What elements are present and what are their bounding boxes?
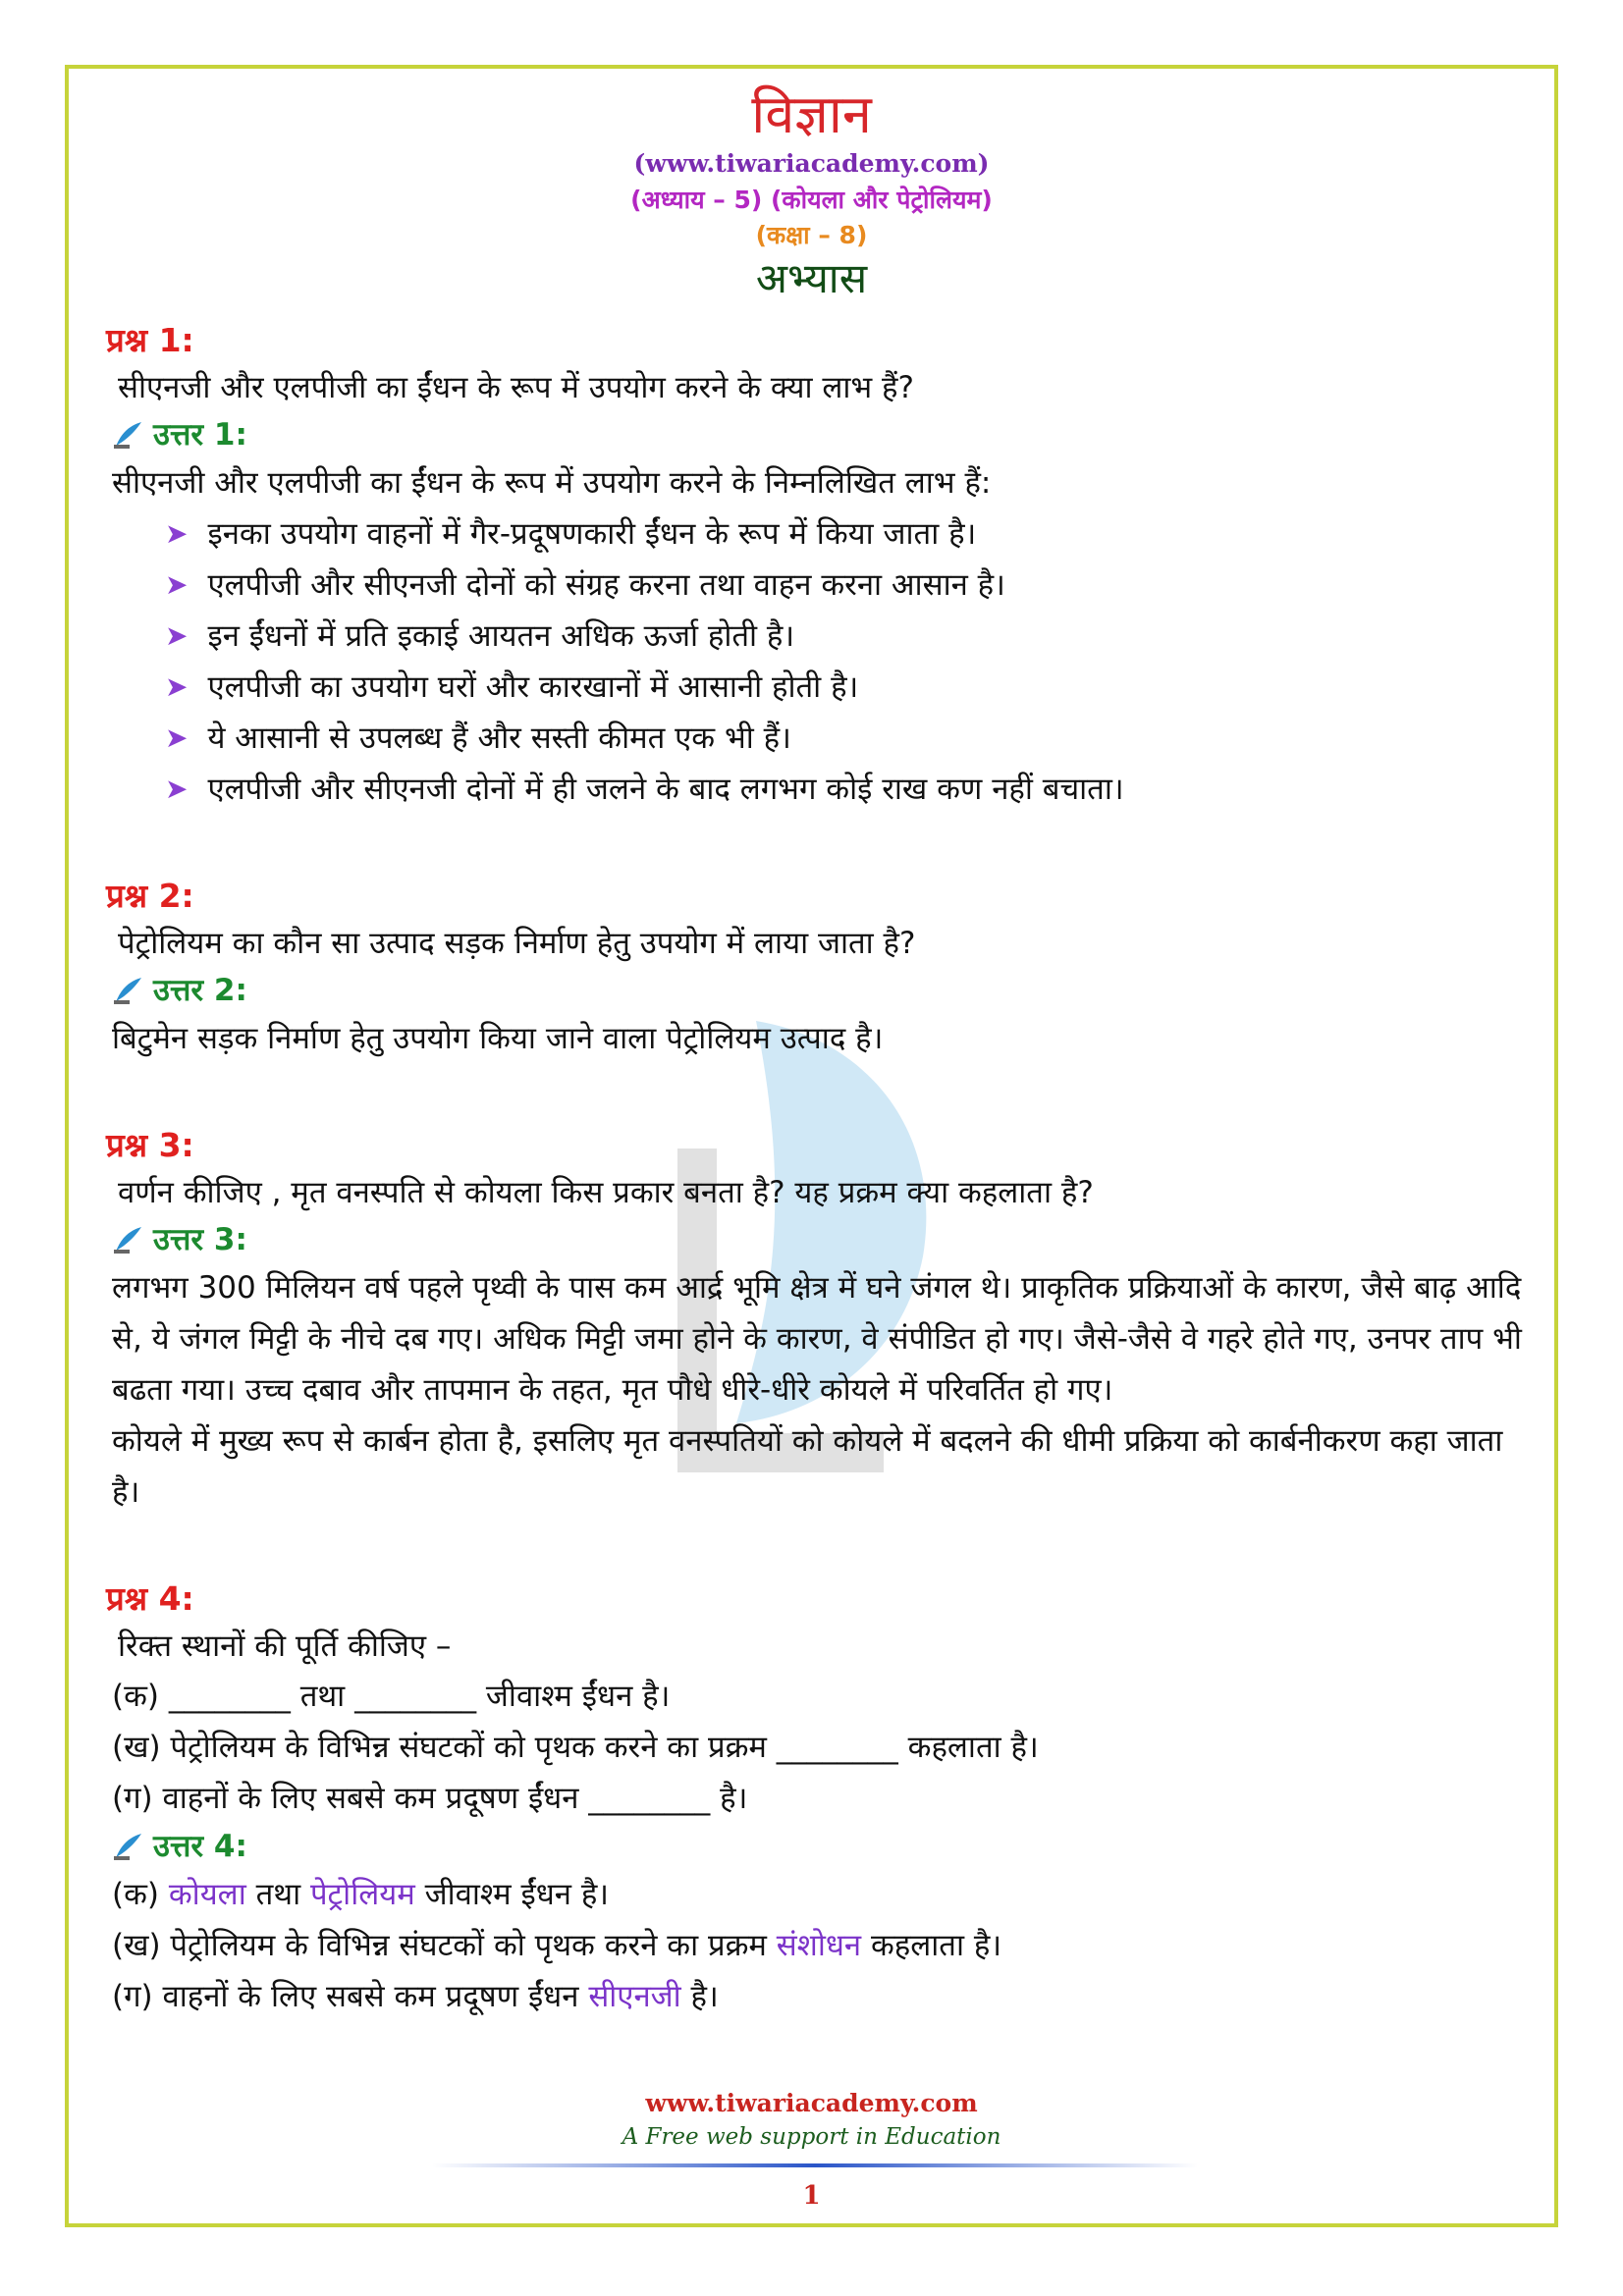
answer-2-label-text: उत्तर 2: bbox=[153, 973, 247, 1008]
answer-3-paragraph-1: लगभग 300 मिलियन वर्ष पहले पृथ्वी के पास कम आर्द्र भूमि क्षेत्र में घने जंगल थे। प्राकृतिक प्रक्रियाओं के कारण, जैसे बाढ़ आदि से, ये जंगल मिट्टी के नीचे दब गए। अधिक मिट्टी जमा होने के कारण, वे संपीडित हो गए। जैसे-जैसे वे गहरे होते गए, उनपर ताप भी बढता गया। उच्च दबाव और तापमान के तहत, मृत पौधे धीरे-धीरे कोयले में परिवर्तित हो गए। bbox=[112, 1270, 1522, 1408]
answer-text: (ख) पेट्रोलियम के विभिन्न संघटकों को पृथक करने का प्रक्रम bbox=[112, 1928, 777, 1963]
quill-icon bbox=[112, 419, 143, 451]
answer-4-item-kh bbox=[106, 1920, 1530, 1971]
list-item bbox=[165, 611, 1530, 662]
answer-highlight: संशोधन bbox=[776, 1928, 862, 1963]
list-item-text: ये आसानी से उपलब्ध हैं और सस्ती कीमत एक भी हैं। bbox=[207, 721, 791, 756]
blank-item: (क) ________ तथा ________ जीवाश्म ईंधन है। bbox=[112, 1679, 671, 1714]
answer-3-paragraph-2: कोयले में मुख्य रूप से कार्बन होता है, इसलिए मृत वनस्पतियों को कोयले में बदलने की धीमी प्रक्रिया को कार्बनीकरण कहा जाता है। bbox=[112, 1423, 1503, 1510]
answer-text: तथा bbox=[245, 1877, 310, 1912]
question-2-label: प्रश्न 2: bbox=[106, 877, 194, 915]
arrow-bullet-icon: ➤ bbox=[165, 721, 189, 754]
answer-2-text: बिटुमेन सड़क निर्माण हेतु उपयोग किया जाने वाला पेट्रोलियम उत्पाद है। bbox=[112, 1021, 884, 1056]
answer-4-label-text: उत्तर 4: bbox=[153, 1829, 247, 1864]
question-1-text: सीएनजी और एलपीजी का ईंधन के रूप में उपयोग करने के क्या लाभ हैं? bbox=[118, 370, 914, 405]
class-label: (कक्षा – 8) bbox=[755, 221, 868, 249]
arrow-bullet-icon: ➤ bbox=[165, 773, 189, 805]
answer-text: है। bbox=[680, 1979, 719, 2014]
exercise-content bbox=[106, 318, 1530, 2022]
answer-4-item-k bbox=[106, 1869, 1530, 1920]
list-item bbox=[165, 764, 1530, 815]
answer-1-list bbox=[106, 508, 1530, 815]
page-number: 1 bbox=[802, 2181, 821, 2211]
quill-icon bbox=[112, 1831, 143, 1862]
header-website[interactable]: (www.tiwariacademy.com) bbox=[633, 149, 990, 178]
footer-tagline: A Free web support in Education bbox=[622, 2124, 1001, 2150]
list-item-text: इन ईंधनों में प्रति इकाई आयतन अधिक ऊर्जा होती है। bbox=[207, 618, 795, 654]
exercise-heading: अभ्यास bbox=[755, 254, 868, 302]
answer-text: (ग) वाहनों के लिए सबसे कम प्रदूषण ईंधन bbox=[112, 1979, 589, 2014]
answer-4-label bbox=[106, 1824, 1530, 1869]
footer-divider bbox=[432, 2163, 1198, 2167]
list-item-text: एलपीजी और सीएनजी दोनों में ही जलने के बाद लगभग कोई राख कण नहीं बचाता। bbox=[207, 772, 1124, 807]
question-4-text: रिक्त स्थानों की पूर्ति कीजिए – bbox=[118, 1629, 452, 1664]
answer-text: (क) bbox=[112, 1877, 169, 1912]
quill-icon bbox=[112, 975, 143, 1006]
arrow-bullet-icon: ➤ bbox=[165, 670, 189, 703]
footer-website-link[interactable]: www.tiwariacademy.com bbox=[645, 2089, 978, 2117]
chapter-title: (अध्याय – 5) (कोयला और पेट्रोलियम) bbox=[630, 186, 993, 214]
answer-4-item-g bbox=[106, 1971, 1530, 2022]
answer-2-label bbox=[106, 968, 1530, 1013]
question-3-text: वर्णन कीजिए , मृत वनस्पति से कोयला किस प्रकार बनता है? यह प्रक्रम क्या कहलाता है? bbox=[118, 1175, 1094, 1210]
answer-text: कहलाता है। bbox=[861, 1928, 1002, 1963]
answer-highlight: कोयला bbox=[168, 1877, 246, 1912]
answer-3-label-text: उत्तर 3: bbox=[153, 1222, 247, 1257]
answer-1-intro: सीएनजी और एलपीजी का ईंधन के रूप में उपयोग करने के निम्नलिखित लाभ हैं: bbox=[112, 465, 992, 501]
question-4-label: प्रश्न 4: bbox=[106, 1579, 194, 1618]
page-title: विज्ञान bbox=[751, 83, 872, 145]
answer-highlight: सीएनजी bbox=[588, 1979, 681, 2014]
answer-1-label-text: उत्तर 1: bbox=[153, 417, 247, 453]
list-item bbox=[165, 662, 1530, 713]
list-item-text: एलपीजी और सीएनजी दोनों को संग्रह करना तथा वाहन करना आसान है। bbox=[207, 567, 1005, 603]
list-item-text: इनका उपयोग वाहनों में गैर-प्रदूषणकारी ईंधन के रूप में किया जाता है। bbox=[207, 516, 977, 552]
answer-highlight: पेट्रोलियम bbox=[309, 1877, 415, 1912]
arrow-bullet-icon: ➤ bbox=[165, 619, 189, 652]
answer-1-label bbox=[106, 412, 1530, 457]
question-3-label: प्रश्न 3: bbox=[106, 1126, 194, 1164]
quill-icon bbox=[112, 1224, 143, 1255]
answer-3-label bbox=[106, 1217, 1530, 1262]
list-item bbox=[165, 560, 1530, 611]
blank-item: (ग) वाहनों के लिए सबसे कम प्रदूषण ईंधन ________ है। bbox=[112, 1781, 748, 1816]
answer-text: जीवाश्म ईंधन है। bbox=[414, 1877, 610, 1912]
list-item bbox=[165, 713, 1530, 764]
arrow-bullet-icon: ➤ bbox=[165, 517, 189, 550]
arrow-bullet-icon: ➤ bbox=[165, 568, 189, 601]
list-item-text: एलपीजी का उपयोग घरों और कारखानों में आसानी होती है। bbox=[207, 669, 859, 705]
question-1-label: प्रश्न 1: bbox=[106, 321, 194, 359]
list-item bbox=[165, 508, 1530, 560]
question-2-text: पेट्रोलियम का कौन सा उत्पाद सड़क निर्माण हेतु उपयोग में लाया जाता है? bbox=[118, 926, 916, 961]
blank-item: (ख) पेट्रोलियम के विभिन्न संघटकों को पृथक करने का प्रक्रम ________ कहलाता है। bbox=[112, 1730, 1039, 1765]
